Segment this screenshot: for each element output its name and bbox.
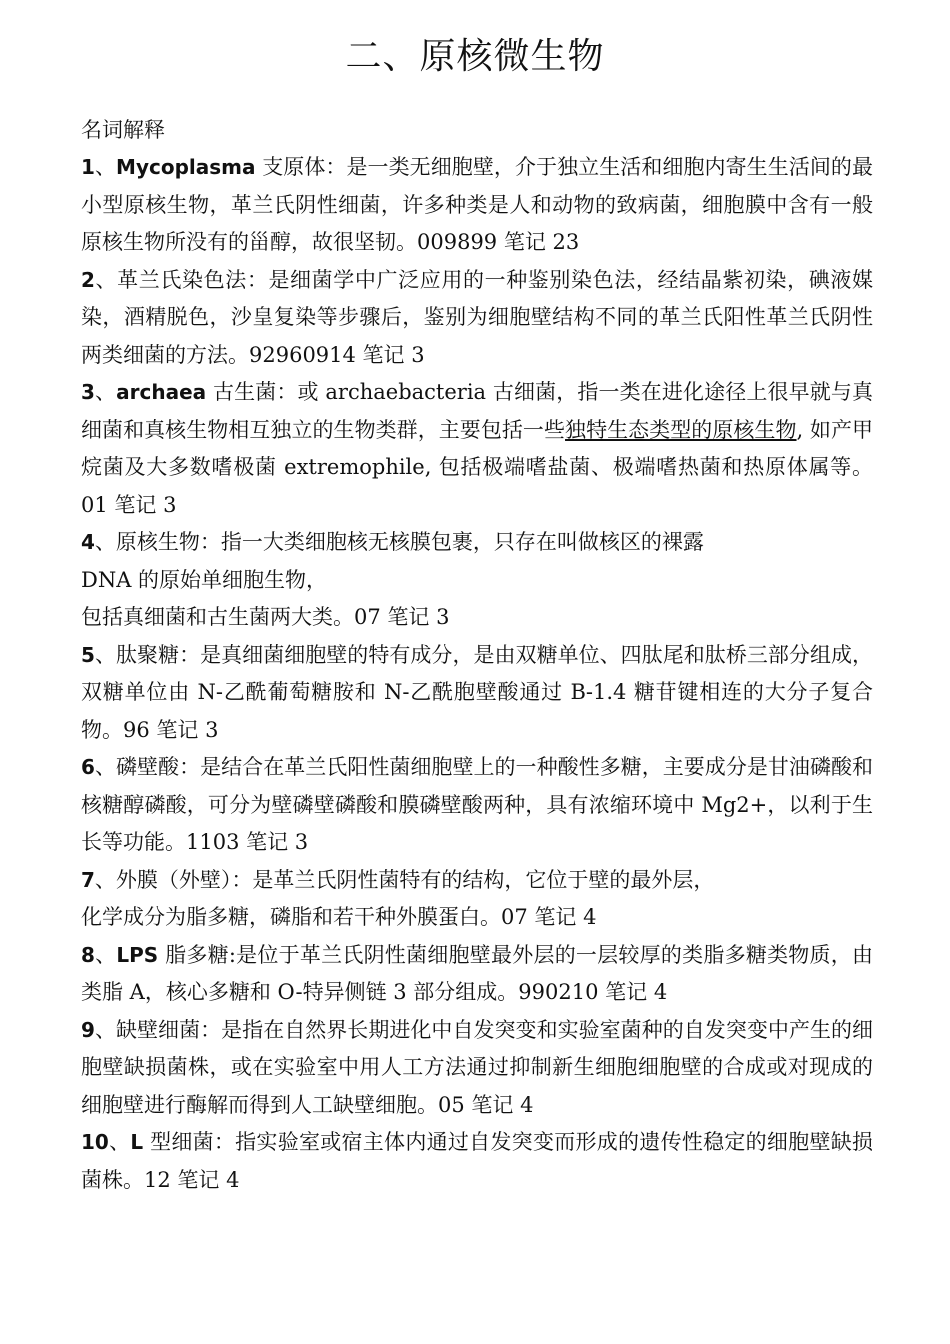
definition-entry-3: [81, 374, 873, 524]
entry-body: 脂多糖:是位于革兰氏阴性菌细胞壁最外层的一层较厚的类脂多糖类物质，由类脂 A，核心多糖和 O-特异侧链 3 部分组成。990210 笔记 4: [81, 942, 874, 1004]
definition-entry-10: [81, 1124, 873, 1199]
page-title: 二、原核微生物: [345, 36, 605, 77]
entry-number: 10: [81, 1130, 109, 1154]
definition-entry-9: [81, 1012, 873, 1125]
entry-line-2: 化学成分为脂多糖，磷脂和若干种外膜蛋白。07 笔记 4: [81, 905, 597, 929]
entry-line-1: 原核生物：指一大类细胞核无核膜包裹，只存在叫做核区的裸露: [115, 530, 704, 554]
entry-line-2: DNA 的原始单细胞生物，: [81, 567, 328, 592]
entry-separator: 、: [108, 1130, 131, 1154]
entry-body: 型细菌：指实验室或宿主体内通过自发突变而形成的遗传性稳定的细胞壁缺损菌株。12 笔记 4: [81, 1130, 873, 1192]
entry-body: 革兰氏染色法：是细菌学中广泛应用的一种鉴别染色法，经结晶紫初染，碘液媒染，酒精脱色，沙皇复染等步骤后，鉴别为细胞壁结构不同的革兰氏阳性革兰氏阴性两类细菌的方法。92960914 笔记 3: [81, 267, 874, 367]
entry-separator: 、: [94, 942, 117, 967]
entry-number: 9: [81, 1017, 95, 1042]
entry-separator: 、: [94, 1017, 116, 1042]
entry-term: Mycoplasma: [116, 155, 256, 179]
entry-separator: 、: [94, 867, 116, 892]
definition-entry-4: [81, 524, 873, 637]
entry-number: 1: [81, 155, 95, 179]
definition-entry-1: [81, 149, 873, 262]
entry-number: 5: [81, 642, 95, 667]
entry-number: 6: [81, 755, 95, 779]
underlined-phrase: 独特生态类型的原核生物: [565, 417, 797, 442]
entry-body: 磷壁酸：是结合在革兰氏阳性菌细胞壁上的一种酸性多糖，主要成分是甘油磷酸和核糖醇磷酸，可分为壁磷壁磷酸和膜磷壁酸两种，具有浓缩环境中 Mg2+，以利于生长等功能。1103 笔记 3: [81, 755, 874, 854]
entry-term: L: [130, 1130, 144, 1154]
entry-separator: 、: [94, 755, 116, 779]
entry-body-continued: , 如产甲烷菌及大多数嗜极菌 extremophile, 包括极端嗜盐菌、极端嗜热菌和热原体属等。01 笔记 3: [81, 417, 874, 517]
entry-separator: 、: [94, 642, 116, 667]
entry-number: 3: [81, 380, 95, 404]
entry-number: 7: [81, 867, 95, 892]
definition-entry-5: [81, 637, 873, 750]
entry-separator: 、: [94, 380, 117, 404]
definition-entry-2: [81, 262, 873, 375]
definition-entry-6: [81, 749, 873, 862]
entry-body: 缺壁细菌：是指在自然界长期进化中自发突变和实验室菌种的自发突变中产生的细胞壁缺损菌株，或在实验室中用人工方法通过抑制新生细胞细胞壁的合成或对现成的细胞壁进行酶解而得到人工缺壁细胞。05 笔记 4: [81, 1017, 874, 1117]
entry-number: 4: [81, 530, 95, 554]
entry-term: LPS: [116, 942, 159, 967]
entry-separator: 、: [94, 267, 118, 292]
definition-entry-7: [81, 862, 873, 937]
entry-number: 2: [81, 267, 95, 292]
entry-line-1: 外膜（外壁）：是革兰氏阴性菌特有的结构，它位于壁的最外层，: [115, 867, 715, 892]
entry-separator: 、: [94, 530, 116, 554]
entry-body: 支原体：是一类无细胞壁，介于独立生活和细胞内寄生生活间的最小型原核生物，革兰氏阴性细菌，许多种类是人和动物的致病菌，细胞膜中含有一般原核生物所没有的甾醇，故很坚韧。009899 笔记 23: [81, 155, 873, 254]
section-heading: 名词解释: [81, 118, 165, 142]
entry-line-3: 包括真细菌和古生菌两大类。07 笔记 3: [81, 605, 450, 629]
entry-body: 古生菌：或 archaebacteria 古细菌，指一类在进化途径上很早就与真细菌和真核生物相互独立的生物类群，主要包括一些: [81, 380, 873, 442]
entry-term: archaea: [116, 380, 207, 404]
definition-list: [81, 149, 873, 1199]
entry-body: 肽聚糖：是真细菌细胞壁的特有成分，是由双糖单位、四肽尾和肽桥三部分组成，双糖单位由 N-乙酰葡萄糖胺和 N-乙酰胞壁酸通过 Β-1.4 糖苷键相连的大分子复合物。96 笔记 3: [81, 642, 874, 742]
entry-number: 8: [81, 942, 95, 967]
entry-separator: 、: [94, 155, 117, 179]
definition-entry-8: [81, 937, 873, 1012]
